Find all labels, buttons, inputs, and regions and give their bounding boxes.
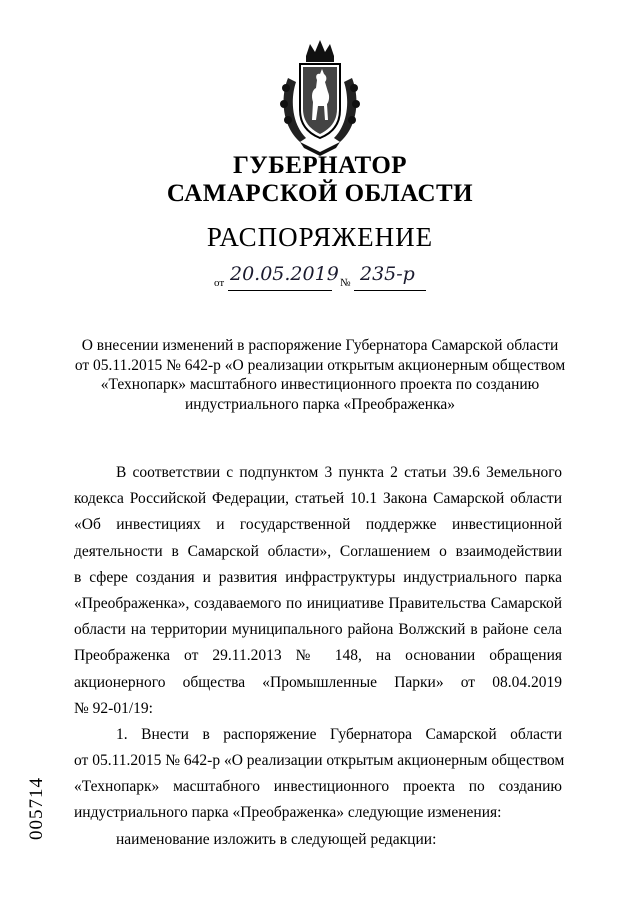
body-line: № 92-01/19: — [74, 699, 153, 717]
body-line: индустриального парка «Преображенка» следующие изменения: — [74, 804, 502, 822]
body-line: области на территории муниципального района Волжский в районе села — [74, 621, 562, 639]
body-line: «Преображенка», создаваемого по инициативе Правительства Самарской — [74, 594, 562, 612]
document-body — [74, 460, 565, 853]
body-line: в сфере создания и развития инфраструктуры индустриального парка — [74, 568, 562, 586]
date-prefix: от — [214, 277, 225, 289]
body-line: 1. Внести в распоряжение Губернатора Самарской области — [116, 725, 562, 743]
document-subject — [60, 336, 580, 414]
body-line: от 05.11.2015 № 642-р «О реализации открытым акционерным обществом — [74, 752, 565, 770]
body-line: акционерного общества «Промышленные Парки» от 08.04.2019 — [74, 673, 562, 691]
registration-stamp: 005714 — [26, 777, 47, 840]
subject-line: О внесении изменений в распоряжение Губернатора Самарской области — [81, 337, 559, 354]
body-line: Преображенка от 29.11.2013 № 148, на основании обращения — [74, 647, 562, 665]
document-date-number — [214, 263, 454, 293]
org-title-line2: САМАРСКОЙ ОБЛАСТИ — [166, 180, 474, 207]
document-number: 235-р — [360, 263, 415, 285]
body-line: деятельности в Самарской области», Соглашением о взаимодействии — [74, 542, 562, 560]
body-line: «Об инвестициях и государственной поддержке инвестиционной — [74, 516, 562, 534]
subject-line: от 05.11.2015 № 642-р «О реализации открытым акционерным обществом — [74, 356, 566, 374]
body-line: наименование изложить в следующей редакции: — [116, 830, 437, 848]
subject-line: «Технопарк» масштабного инвестиционного проекта по созданию — [100, 376, 540, 394]
subject-line: индустриального парка «Преображенка» — [185, 395, 455, 413]
number-prefix: № — [340, 277, 351, 289]
document-type: РАСПОРЯЖЕНИЕ — [206, 222, 434, 252]
document-date: 20.05.2019 — [230, 263, 339, 285]
samara-coat-of-arms-icon — [270, 38, 370, 156]
body-line: кодекса Российской Федерации, статьей 10.1 Закона Самарской области — [74, 490, 562, 508]
body-line: В соответствии с подпунктом 3 пункта 2 статьи 39.6 Земельного — [116, 464, 562, 481]
body-line: «Технопарк» масштабного инвестиционного проекта по созданию — [74, 778, 562, 796]
org-title-line1: ГУБЕРНАТОР — [232, 152, 408, 179]
